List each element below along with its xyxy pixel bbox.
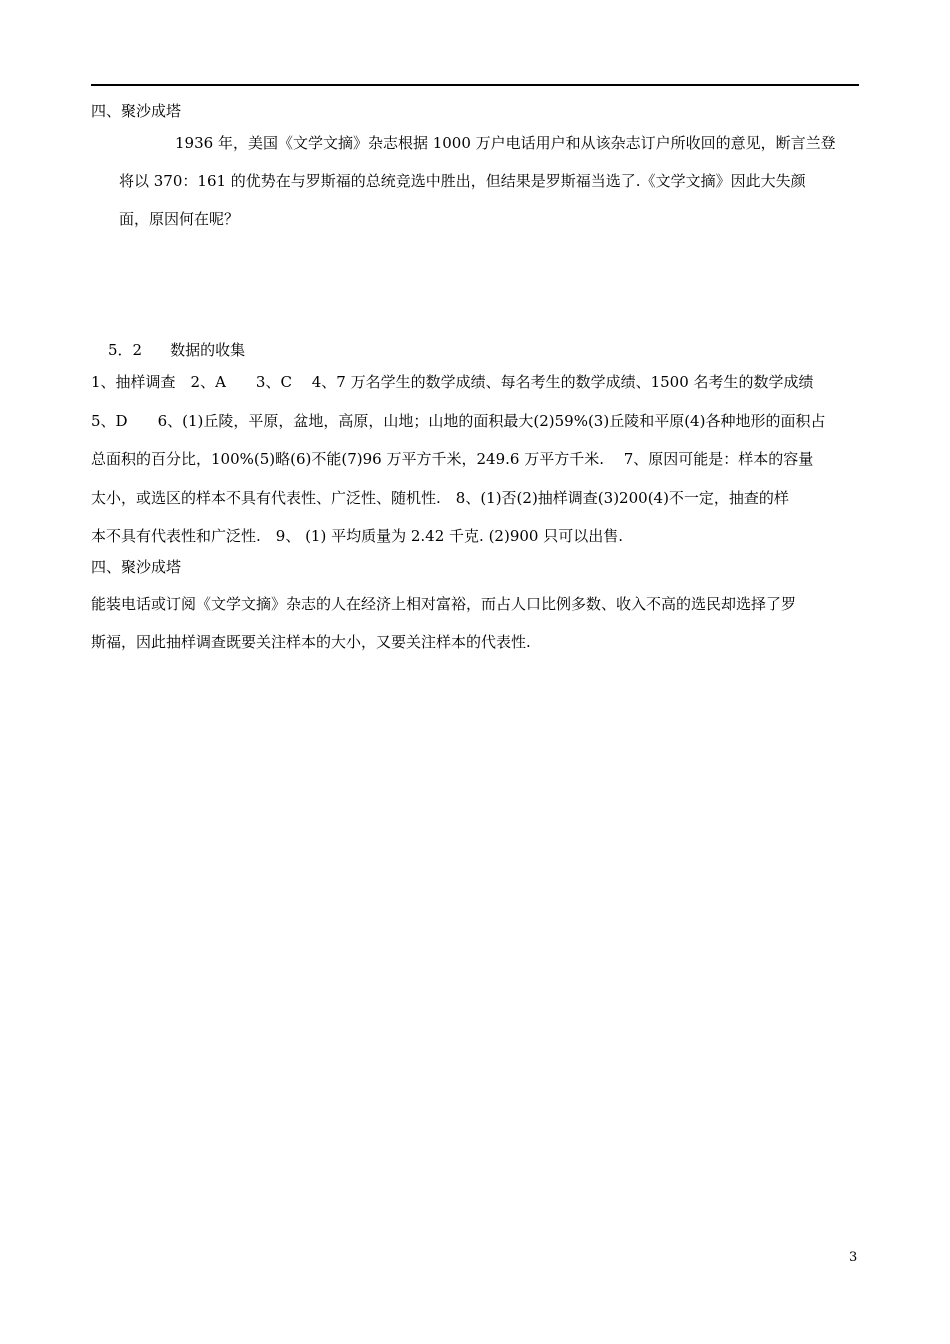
section-number: 5．2 [108, 341, 143, 359]
conclusion-line: 斯福，因此抽样调查既要关注样本的大小，又要关注样本的代表性. [91, 633, 531, 651]
conclusion-heading: 四、聚沙成塔 [91, 558, 182, 576]
answer-line: 1、抽样调查 2、A 3、C 4、7 万名学生的数学成绩、每名考生的数学成绩、1500 名考生的数学成绩 [91, 373, 814, 391]
header-rule [91, 84, 859, 86]
problem-line: 面，原因何在呢？ [119, 210, 240, 228]
conclusion-paragraph [91, 585, 859, 661]
problem-line: 1936 年，美国《文学文摘》杂志根据 1000 万户电话用户和从该杂志订户所收回的意见，断言兰登 [175, 134, 836, 152]
section-name: 数据的收集 [170, 341, 246, 359]
problem-paragraph [119, 124, 859, 238]
answer-line: 总面积的百分比，100%(5)略(6)不能(7)96 万平方千米，249.6 万平方千米. 7、原因可能是：样本的容量 [91, 450, 814, 468]
answers-paragraph [91, 363, 859, 556]
answer-line: 5、D 6、(1)丘陵，平原，盆地，高原，山地；山地的面积最大(2)59%(3)丘陵和平原(4)各种地形的面积占 [91, 411, 826, 430]
page-number: 3 [849, 1250, 858, 1265]
answer-line: 太小，或选区的样本不具有代表性、广泛性、随机性. 8、(1)否(2)抽样调查(3)200(4)不一定，抽查的样 [91, 488, 789, 507]
problem-heading: 四、聚沙成塔 [91, 102, 182, 120]
section-title [108, 340, 245, 360]
answer-line: 本不具有代表性和广泛性. 9、 (1) 平均质量为 2.42 千克. (2)900 只可以出售. [91, 527, 623, 545]
conclusion-line: 能装电话或订阅《文学文摘》杂志的人在经济上相对富裕，而占人口比例多数、收入不高的选民却选择了罗 [91, 595, 797, 613]
problem-line: 将以 370：161 的优势在与罗斯福的总统竞选中胜出，但结果是罗斯福当选了.《文学文摘》因此大失颜 [119, 172, 806, 190]
